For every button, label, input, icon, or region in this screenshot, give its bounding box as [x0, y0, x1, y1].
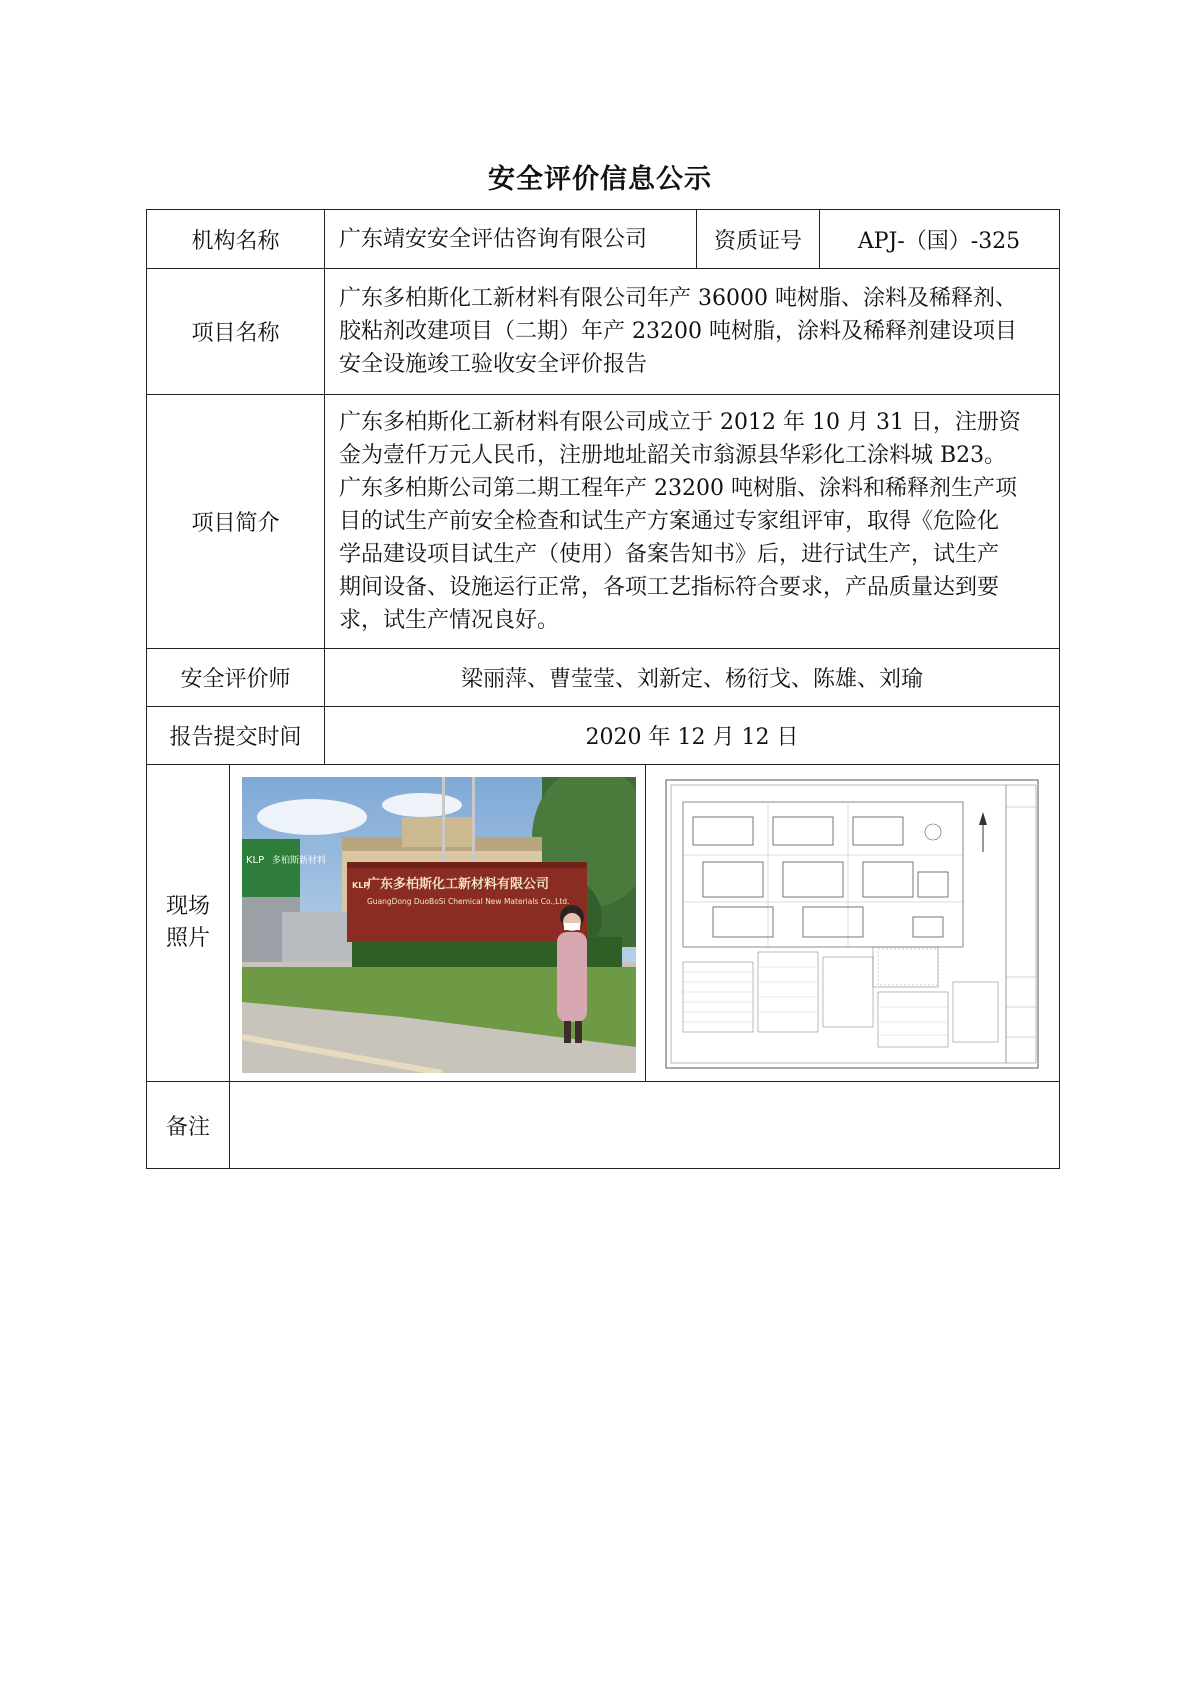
photos-label — [147, 765, 229, 1081]
page-title: 安全评价信息公示 — [488, 164, 712, 195]
project-name-line: 广东多柏斯化工新材料有限公司年产 36000 吨树脂、涂料及稀释剂、 — [339, 286, 1017, 311]
project-intro-line: 求，试生产情况良好。 — [339, 608, 560, 633]
left-sign-company: 多柏斯新材料 — [272, 856, 327, 866]
project-name-line: 胶粘剂改建项目（二期）年产 23200 吨树脂，涂料及稀释剂建设项目 — [339, 319, 1017, 344]
photos-label-line: 现场 — [165, 894, 210, 919]
project-name-label: 项目名称 — [191, 321, 280, 346]
row-org — [146, 209, 1060, 268]
project-intro-line: 期间设备、设施运行正常，各项工艺指标符合要求，产品质量达到要 — [339, 575, 1000, 600]
table-bottom-border — [146, 1168, 1060, 1169]
project-intro-line: 金为壹仟万元人民币，注册地址韶关市翁源县华彩化工涂料城 B23。 — [339, 443, 1007, 468]
remarks-value — [229, 1082, 1059, 1168]
assessors-value: 梁丽萍、曹莹莹、刘新定、杨衍戈、陈雄、刘瑜 — [324, 649, 1059, 706]
row-photos — [146, 764, 1060, 1081]
org-value: 广东靖安安全评估咨询有限公司 — [324, 210, 696, 268]
site-plan — [663, 777, 1041, 1071]
project-intro-value — [324, 395, 1059, 648]
submit-time-value: 2020 年 12 月 12 日 — [324, 707, 1059, 764]
project-intro-line: 学品建设项目试生产（使用）备案告知书》后，进行试生产，试生产 — [339, 542, 1000, 567]
site-photo — [242, 777, 636, 1073]
row-remarks — [146, 1081, 1060, 1168]
project-name-line: 安全设施竣工验收安全评价报告 — [339, 352, 648, 377]
assessors-label: 安全评价师 — [180, 667, 291, 692]
project-intro-line: 广东多柏斯公司第二期工程年产 23200 吨树脂、涂料和稀释剂生产项 — [339, 476, 1017, 501]
cert-label: 资质证号 — [696, 210, 819, 268]
site-plan-image — [663, 777, 1041, 1071]
sign-company-en: GuangDong DuoBoSi Chemical New Materials Co.,Ltd. — [367, 897, 570, 906]
svg-text:KLP: KLP — [352, 881, 370, 890]
row-assessors — [146, 648, 1060, 706]
row-submit-time — [146, 706, 1060, 764]
project-intro-label: 项目简介 — [191, 511, 280, 536]
site-photo-image — [242, 777, 636, 1073]
submit-time-label: 报告提交时间 — [169, 725, 302, 750]
project-name-value — [324, 269, 1059, 394]
org-label: 机构名称 — [191, 228, 280, 254]
remarks-label: 备注 — [165, 1114, 210, 1140]
project-intro-line: 目的试生产前安全检查和试生产方案通过专家组评审，取得《危险化 — [339, 509, 1000, 534]
project-intro-line: 广东多柏斯化工新材料有限公司成立于 2012 年 10 月 31 日，注册资 — [339, 410, 1021, 435]
row-project-name — [146, 268, 1060, 394]
cert-value: APJ-（国）-325 — [819, 210, 1058, 268]
sign-company-cn: 广东多柏斯化工新材料有限公司 — [367, 877, 550, 892]
photos-label-line: 照片 — [165, 926, 210, 951]
row-project-intro — [146, 394, 1060, 648]
left-sign-text: KLP — [246, 855, 265, 866]
